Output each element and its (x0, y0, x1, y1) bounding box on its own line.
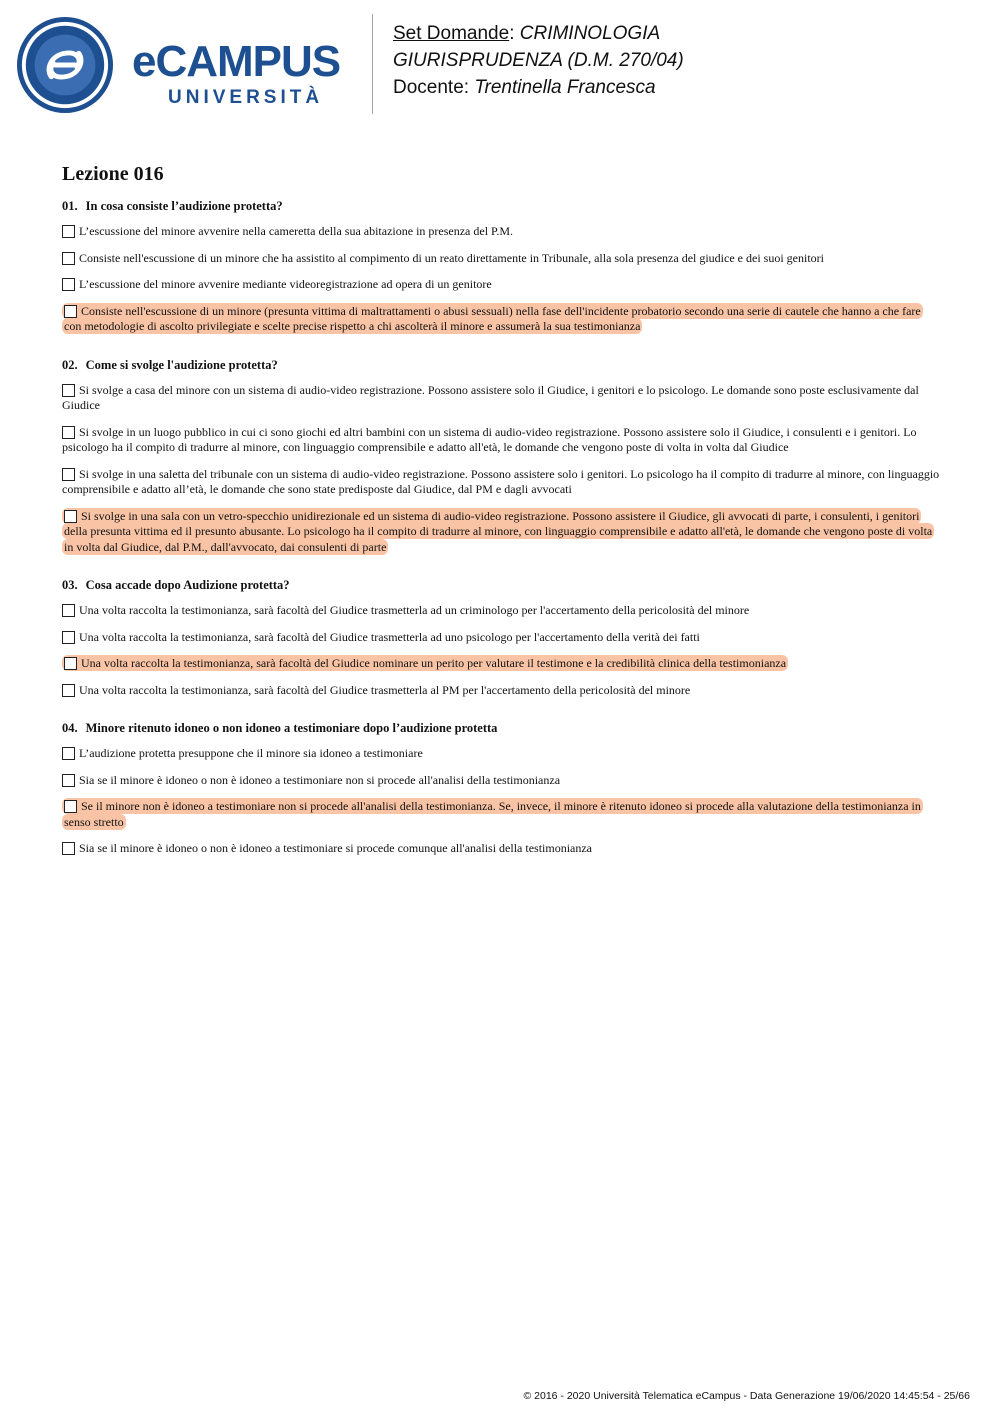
teacher-label: Docente: (393, 77, 470, 98)
answer-option-correct (62, 509, 940, 556)
question-block (62, 720, 940, 879)
question-title (62, 357, 940, 373)
answer-option-body (62, 508, 934, 555)
question-text: In cosa consiste l’audizione protetta? (85, 199, 283, 213)
question-text: Come si svolge l'audizione protetta? (85, 357, 278, 372)
answer-text: Sia se il minore è idoneo o non è idoneo a testimoniare si procede comunque all'analisi della testimonianza (79, 841, 593, 855)
answer-option (62, 603, 940, 619)
question-title (62, 198, 940, 214)
answer-option (62, 251, 940, 267)
checkbox[interactable] (62, 278, 75, 291)
question-spacer (62, 709, 940, 720)
answer-option-body (62, 383, 919, 413)
header-info (393, 20, 684, 101)
answer-text: Una volta raccolta la testimonianza, sarà facoltà del Giudice nominare un perito per valutare il testimone e la credibilità clinica della testimonianza (81, 656, 787, 670)
checkbox[interactable] (62, 631, 75, 644)
answer-option-correct (62, 656, 940, 672)
answer-text: Si svolge in un luogo pubblico in cui ci sono giochi ed altri bambini con un sistema di audio-video registrazione. Possono assistere solo il Giudice, i consulenti e i genitori. Lo psicologo ha il compito di tradurre al minore, con linguaggio comprensibile e adatto all'età, le domande che vengono poste di volta in volta dal Giudice (62, 424, 917, 454)
answer-option-body (62, 224, 513, 238)
answer-option-correct (62, 304, 940, 335)
answer-text: Si svolge a casa del minore con un sistema di audio-video registrazione. Possono assistere solo il Giudice, i genitori e lo psicologo. Le domande sono poste esclusivamente dal Giudice (62, 382, 919, 412)
answer-text: Una volta raccolta la testimonianza, sarà facoltà del Giudice trasmetterla al PM per l'accertamento della pericolosità del minore (79, 682, 691, 697)
checkbox[interactable] (64, 800, 77, 813)
header-divider (372, 14, 373, 114)
lesson-content (62, 160, 940, 879)
answer-text: L’audizione protetta presuppone che il minore sia idoneo a testimoniare (79, 746, 423, 760)
question-number: 02. (62, 357, 78, 372)
answer-option-body (62, 303, 923, 335)
answer-text: L’escussione del minore avvenire nella cameretta della sua abitazione in presenza del P.M. (79, 224, 514, 238)
checkbox[interactable] (64, 657, 77, 670)
question-block (62, 357, 940, 578)
question-text: Cosa accade dopo Audizione protetta? (85, 578, 290, 592)
checkbox[interactable] (62, 747, 75, 760)
checkbox[interactable] (64, 510, 77, 523)
answer-option-body (62, 630, 700, 644)
answer-option (62, 277, 940, 293)
lesson-title: Lezione 016 (62, 163, 164, 185)
answer-option (62, 683, 940, 699)
logo-text-main: eCAMPUS (132, 37, 341, 86)
answer-text: Consiste nell'escussione di un minore che ha assistito al compimento di un reato direttamente in Tribunale, alla sola presenza del giudice e dei suoi genitori (79, 250, 824, 265)
set-label: Set Domande (393, 23, 510, 44)
answer-option-body (62, 773, 560, 787)
answer-option (62, 773, 940, 789)
checkbox[interactable] (64, 305, 77, 318)
question-number: 01. (62, 199, 78, 213)
page-footer: © 2016 - 2020 Università Telematica eCampus - Data Generazione 19/06/2020 14:45:54 - 25/66 (523, 1390, 970, 1402)
answer-option (62, 383, 940, 414)
set-value: CRIMINOLOGIA (519, 23, 661, 44)
question-number: 03. (62, 578, 78, 592)
answer-text: Si svolge in una sala con un vetro-specchio unidirezionale ed un sistema di audio-video registrazione. Possono assistere il Giudice, gli avvocati di parte, i consulenti, i genitori della presunta vittima ed il presunto abusante. Lo psicologo ha il compito di tradurre al minore, con linguaggio comprensibile e adatto all'età, le domande che vengono poste di volta in volta dal Giudice, dal P.M., dall'avvocato, dai consulenti di parte (64, 508, 933, 554)
answer-option-body (62, 603, 749, 617)
course-line (393, 47, 684, 74)
answer-text: Consiste nell'escussione di un minore (presunta vittima di maltrattamenti o abusi sessuali) nella fase dell'incidente probatorio secondo una serie di cautele che hanno a che fare con metodologie di ascolto privilegiate e scelte precise rispetto a chi ascolterà il minore e assumerà la sua testimonianza (64, 303, 921, 333)
checkbox[interactable] (62, 468, 75, 481)
question-spacer (62, 868, 940, 879)
course-value: GIURISPRUDENZA (D.M. 270/04) (393, 50, 684, 71)
answer-option-body (62, 277, 492, 291)
teacher-line (393, 74, 684, 101)
question-spacer (62, 566, 940, 577)
answer-option-body (62, 798, 923, 830)
checkbox[interactable] (62, 426, 75, 439)
question-block (62, 577, 940, 720)
question-list (62, 198, 940, 879)
ecampus-seal-logo (16, 16, 114, 114)
checkbox[interactable] (62, 774, 75, 787)
ecampus-wordmark (132, 37, 357, 112)
set-line: Set Domande: CRIMINOLOGIA (393, 23, 661, 44)
checkbox[interactable] (62, 225, 75, 238)
answer-option-body (62, 251, 824, 265)
checkbox[interactable] (62, 384, 75, 397)
answer-option (62, 841, 940, 857)
answer-option (62, 746, 940, 762)
answer-option-body (62, 655, 788, 671)
answer-option-body (62, 425, 917, 455)
question-block (62, 198, 940, 357)
checkbox[interactable] (62, 604, 75, 617)
answer-text: Se il minore non è idoneo a testimoniare non si procede all'analisi della testimonianza. Se, invece, il minore è ritenuto idoneo si procede alla valutazione della testimonianza in senso stretto (64, 799, 921, 829)
answer-text: Una volta raccolta la testimonianza, sarà facoltà del Giudice trasmetterla ad un criminologo per l'accertamento della pericolosità del minore (79, 603, 750, 617)
page-header (0, 0, 1000, 130)
answer-text: Una volta raccolta la testimonianza, sarà facoltà del Giudice trasmetterla ad uno psicologo per l'accertamento della verità dei fatti (79, 629, 700, 644)
teacher-value: Trentinella Francesca (474, 77, 656, 98)
answer-text: Sia se il minore è idoneo o non è idoneo a testimoniare non si procede all'analisi della testimonianza (79, 772, 561, 787)
checkbox[interactable] (62, 252, 75, 265)
logo-text-sub: UNIVERSITÀ (168, 87, 324, 108)
question-text: Minore ritenuto idoneo o non idoneo a testimoniare dopo l’audizione protetta (85, 721, 498, 735)
answer-option-body (62, 746, 423, 760)
answer-option (62, 425, 940, 456)
answer-text: Si svolge in una saletta del tribunale con un sistema di audio-video registrazione. Possono assistere solo i genitori. Lo psicologo ha il compito di tradurre al minore, con linguaggio comprensibile e adatto all’età, le domande che sono state predisposte dal Giudice, dal PM e dagli avvocati (62, 466, 940, 496)
answer-option (62, 224, 940, 240)
answer-option-body (62, 467, 939, 497)
answer-option (62, 630, 940, 646)
checkbox[interactable] (62, 684, 75, 697)
answer-option-correct (62, 799, 940, 830)
question-spacer (62, 346, 940, 357)
answer-text: L’escussione del minore avvenire mediante videoregistrazione ad opera di un genitore (79, 277, 492, 291)
answer-option (62, 467, 940, 498)
question-title (62, 577, 940, 593)
answer-option-body (62, 841, 592, 855)
question-number: 04. (62, 721, 78, 735)
question-title (62, 720, 940, 736)
answer-option-body (62, 683, 690, 697)
checkbox[interactable] (62, 842, 75, 855)
